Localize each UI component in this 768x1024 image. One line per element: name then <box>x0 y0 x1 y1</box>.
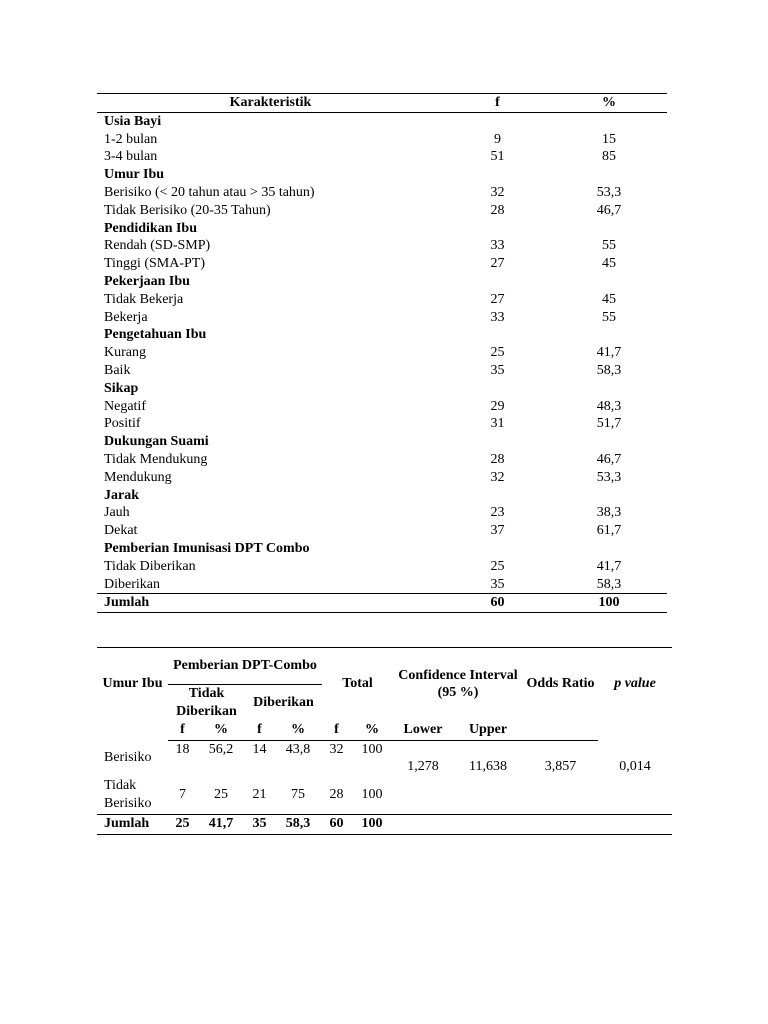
table-row <box>97 344 667 362</box>
cell: 21 <box>252 786 267 802</box>
row-label: Diberikan <box>104 576 160 592</box>
crosstab-table <box>97 647 672 835</box>
odds-ratio-value: 3,857 <box>544 759 577 775</box>
row-percent-value: 41,7 <box>596 558 622 574</box>
row-label: Tidak Berisiko (20-35 Tahun) <box>104 202 271 218</box>
group-title: Jarak <box>104 487 139 503</box>
header-karakteristik: Karakteristik <box>97 94 444 113</box>
row-f-value: 33 <box>490 238 505 254</box>
group-title: Sikap <box>104 380 139 396</box>
subheader-percent: % <box>197 721 245 741</box>
row-percent-value: 53,3 <box>596 469 622 485</box>
blank-cell <box>551 220 667 238</box>
row-percent-value: 45 <box>602 291 616 307</box>
table-row <box>97 362 667 380</box>
group-title: Pengetahuan Ibu <box>104 327 207 343</box>
blank-cell <box>551 487 667 505</box>
header-f: f <box>444 94 551 113</box>
row-f-value: 29 <box>490 398 505 414</box>
diberikan-header: Diberikan <box>253 694 314 710</box>
odds-ratio-header: Odds Ratio <box>526 676 595 692</box>
subheader-percent: % <box>351 721 393 741</box>
row-f-value: 32 <box>490 184 505 200</box>
total-row <box>97 594 667 613</box>
group-title: Pendidikan Ibu <box>104 220 197 236</box>
cell: 14 <box>252 741 267 757</box>
cell: 75 <box>291 786 305 802</box>
cell: 32 <box>329 741 344 757</box>
blank-cell <box>551 273 667 291</box>
p-value-header: p value <box>614 676 656 692</box>
blank-cell <box>551 326 667 344</box>
blank-cell <box>523 776 598 814</box>
row-f-value: 27 <box>490 256 505 272</box>
blank-cell <box>393 776 453 814</box>
characteristics-table <box>97 93 667 613</box>
row-label: Rendah (SD-SMP) <box>104 238 211 254</box>
subheader-lower: Lower <box>393 721 453 741</box>
cell: 100 <box>361 741 383 757</box>
subheader-f: f <box>322 721 351 741</box>
row-label: Bekerja <box>104 309 148 325</box>
row-label: Tidak Mendukung <box>104 451 208 467</box>
ci-upper-value: 11,638 <box>469 759 507 775</box>
table-row <box>97 522 667 540</box>
row-label: Berisiko <box>104 750 152 766</box>
row-percent-value: 55 <box>602 309 616 325</box>
row-f-value: 33 <box>490 309 505 325</box>
row-label: Positif <box>104 416 141 432</box>
umur-ibu-header: Umur Ibu <box>102 676 163 692</box>
row-label: Tidak Berisiko <box>104 778 152 811</box>
ci-header: Confidence Interval (95 %) <box>398 667 518 701</box>
header-percent: % <box>551 94 667 113</box>
total-cell: 35 <box>245 814 274 834</box>
total-percent-value: 100 <box>551 594 667 613</box>
table-row <box>97 776 672 814</box>
group-header-row <box>97 380 667 398</box>
table-row <box>97 451 667 469</box>
row-percent-value: 48,3 <box>596 398 622 414</box>
table-row <box>97 504 667 522</box>
group-header-row <box>97 112 667 130</box>
blank-cell <box>523 721 598 741</box>
row-label: Jauh <box>104 505 130 521</box>
table-row <box>97 558 667 576</box>
blank-cell <box>551 433 667 451</box>
row-label: 3-4 bulan <box>104 149 158 165</box>
group-title: Dukungan Suami <box>104 434 209 450</box>
row-percent-value: 15 <box>602 131 616 147</box>
blank-cell <box>444 540 551 558</box>
total-label: Jumlah <box>97 814 168 834</box>
group-title: Usia Bayi <box>104 113 162 129</box>
blank-cell <box>444 220 551 238</box>
table-row <box>97 131 667 149</box>
subheader-percent: % <box>274 721 322 741</box>
blank-cell <box>444 166 551 184</box>
row-f-value: 28 <box>490 202 505 218</box>
row-label: Baik <box>104 362 131 378</box>
row-percent-value: 53,3 <box>596 184 622 200</box>
subheader-f: f <box>168 721 197 741</box>
row-percent-value: 58,3 <box>596 576 622 592</box>
tidak-diberikan-header: Tidak Diberikan <box>176 686 237 719</box>
row-label: Dekat <box>104 523 138 539</box>
row-label: Tidak Diberikan <box>104 558 196 574</box>
row-f-value: 51 <box>490 149 505 165</box>
group-header-row <box>97 433 667 451</box>
total-row <box>97 814 672 834</box>
row-percent-value: 45 <box>602 256 616 272</box>
blank-cell <box>444 380 551 398</box>
blank-cell <box>444 112 551 130</box>
cell: 56,2 <box>208 741 234 757</box>
blank-cell <box>551 166 667 184</box>
cell: 100 <box>361 786 383 802</box>
blank-cell <box>551 540 667 558</box>
cell: 25 <box>214 786 228 802</box>
cell: 18 <box>175 741 190 757</box>
table-header-row <box>97 94 667 113</box>
table-row <box>97 740 672 758</box>
row-percent-value: 58,3 <box>596 362 622 378</box>
row-percent-value: 41,7 <box>596 345 622 361</box>
row-label: Mendukung <box>104 469 172 485</box>
row-f-value: 35 <box>490 576 505 592</box>
group-header-row <box>97 540 667 558</box>
total-cell: 60 <box>322 814 351 834</box>
group-title: Umur Ibu <box>104 167 165 183</box>
blank-cell <box>598 721 672 741</box>
row-label: Kurang <box>104 345 146 361</box>
row-f-value: 37 <box>490 523 505 539</box>
table-row <box>97 255 667 273</box>
blank-cell <box>393 814 453 834</box>
row-f-value: 25 <box>490 558 505 574</box>
row-label: Tinggi (SMA-PT) <box>104 256 206 272</box>
row-percent-value: 46,7 <box>596 202 622 218</box>
blank-cell <box>444 433 551 451</box>
table-row <box>97 415 667 433</box>
blank-cell <box>444 487 551 505</box>
group-header-row <box>97 273 667 291</box>
blank-cell <box>551 112 667 130</box>
table-row <box>97 576 667 594</box>
blank-cell <box>97 721 168 741</box>
subheader-upper: Upper <box>453 721 523 741</box>
row-f-value: 23 <box>490 505 505 521</box>
row-f-value: 28 <box>490 451 505 467</box>
cell: 7 <box>179 786 186 802</box>
group-header-row <box>97 166 667 184</box>
blank-cell <box>598 814 672 834</box>
table-row <box>97 237 667 255</box>
row-label: Negatif <box>104 398 146 414</box>
group-title: Pekerjaan Ibu <box>104 273 190 289</box>
group-header-row <box>97 326 667 344</box>
table-row <box>97 398 667 416</box>
row-label: 1-2 bulan <box>104 131 158 147</box>
blank-cell <box>444 273 551 291</box>
total-label: Jumlah <box>97 594 444 613</box>
blank-cell <box>393 740 453 758</box>
row-label: Tidak Bekerja <box>104 291 184 307</box>
blank-cell <box>523 740 598 758</box>
row-percent-value: 61,7 <box>596 523 622 539</box>
row-f-value: 31 <box>490 416 505 432</box>
blank-cell <box>453 740 523 758</box>
row-f-value: 35 <box>490 362 505 378</box>
row-percent-value: 51,7 <box>596 416 622 432</box>
blank-cell <box>598 776 672 814</box>
table-row <box>97 202 667 220</box>
total-cell: 58,3 <box>274 814 322 834</box>
blank-cell <box>453 814 523 834</box>
total-cell: 41,7 <box>197 814 245 834</box>
cell: 43,8 <box>285 741 311 757</box>
row-f-value: 9 <box>494 131 501 147</box>
total-cell: 25 <box>168 814 197 834</box>
table-row <box>97 184 667 202</box>
ci-lower-value: 1,278 <box>407 759 439 775</box>
table-row <box>97 469 667 487</box>
row-percent-value: 55 <box>602 238 616 254</box>
total-header: Total <box>342 676 373 692</box>
cell: 28 <box>329 786 344 802</box>
blank-cell <box>523 814 598 834</box>
blank-cell <box>444 326 551 344</box>
row-percent-value: 46,7 <box>596 451 622 467</box>
row-percent-value: 38,3 <box>596 505 622 521</box>
row-f-value: 25 <box>490 345 505 361</box>
group-header-row <box>97 487 667 505</box>
group-header-row <box>97 220 667 238</box>
total-f-value: 60 <box>444 594 551 613</box>
subheader-f: f <box>245 721 274 741</box>
p-value: 0,014 <box>619 759 651 775</box>
blank-cell <box>598 740 672 758</box>
total-cell: 100 <box>351 814 393 834</box>
table-row <box>97 148 667 166</box>
row-label: Berisiko (< 20 tahun atau > 35 tahun) <box>104 184 315 200</box>
group-title: Pemberian Imunisasi DPT Combo <box>104 540 310 556</box>
table-row <box>97 291 667 309</box>
row-f-value: 27 <box>490 291 505 307</box>
row-f-value: 32 <box>490 469 505 485</box>
blank-cell <box>453 776 523 814</box>
table-row <box>97 309 667 327</box>
characteristics-body <box>97 112 667 612</box>
row-percent-value: 85 <box>602 149 616 165</box>
pemberian-header: Pemberian DPT-Combo <box>168 648 322 685</box>
blank-cell <box>551 380 667 398</box>
